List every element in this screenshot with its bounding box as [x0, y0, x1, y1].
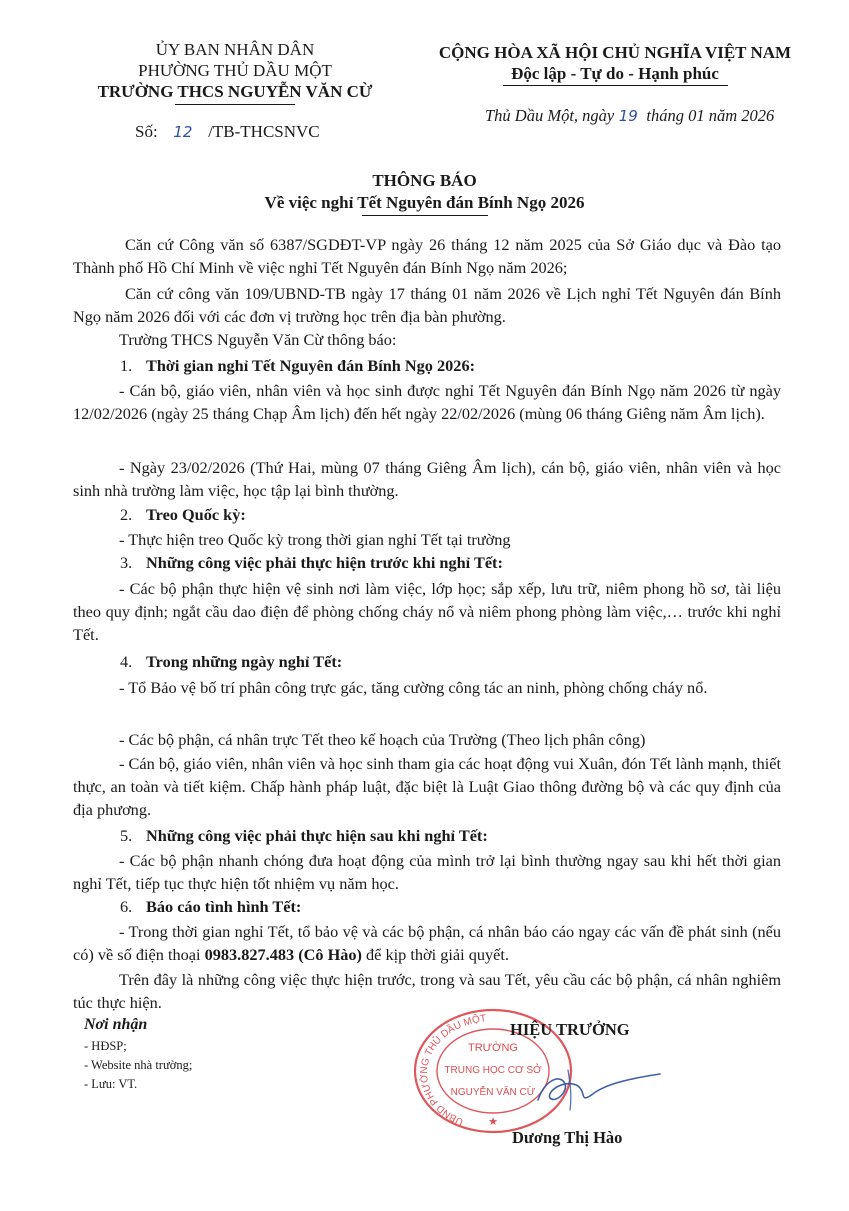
section-6-text-b: để kịp thời giải quyết. — [361, 945, 509, 964]
date-suffix: tháng 01 năm 2026 — [646, 106, 775, 125]
section-3-title: Những công việc phải thực hiện trước khi nghỉ Tết: — [146, 553, 503, 572]
section-4-heading — [120, 650, 342, 673]
document-title: THÔNG BÁO — [372, 171, 477, 190]
section-4-title: Trong những ngày nghỉ Tết: — [146, 652, 343, 671]
so-suffix: /TB-THCSNVC — [208, 122, 320, 141]
recipient-item: - Lưu: VT. — [84, 1077, 138, 1091]
contact-phone: 0983.827.483 (Cô Hào) — [204, 945, 362, 964]
section-6-heading — [120, 895, 301, 918]
document-number — [135, 121, 320, 143]
recipients-title: Nơi nhận — [84, 1016, 148, 1033]
section-3-paragraph-1: - Các bộ phận thực hiện vệ sinh nơi làm việc, lớp học; sắp xếp, lưu trữ, niêm phong hồ sơ, tài liệu theo quy định; ngắt cầu dao điện để phòng chống cháy nổ và niêm phong phòng làm việc,… trước khi nghỉ Tết. — [73, 579, 781, 644]
paragraph-basis-1: Căn cứ Công văn số 6387/SGDĐT-VP ngày 26 tháng 12 năm 2025 của Sở Giáo dục và Đào tạo Thành phố Hồ Chí Minh về việc nghỉ Tết Nguyên đán Bính Ngọ năm 2026; — [73, 235, 781, 277]
section-5-title: Những công việc phải thực hiện sau khi nghỉ Tết: — [146, 826, 488, 845]
section-6-text-a: - Trong thời gian nghỉ Tết, tổ bảo vệ và các bộ phận, cá nhân báo cáo ngay các vấn đề phát sinh (nếu có) về số điện thoại — [73, 922, 781, 964]
section-6-paragraph-1 — [73, 920, 781, 966]
section-5-heading — [120, 824, 488, 847]
stamp-line-1: TRƯỜNG — [468, 1042, 518, 1054]
section-6-number: 6. — [120, 897, 133, 916]
recipient-item: - Website nhà trường; — [84, 1058, 193, 1072]
section-1-number: 1. — [120, 356, 133, 375]
school-name: TRƯỜNG THCS NGUYỄN VĂN CỪ — [97, 82, 373, 101]
document-subtitle: Về việc nghỉ Tết Nguyên đán Bính Ngọ 2026 — [264, 193, 585, 212]
section-5-paragraph-1: - Các bộ phận nhanh chóng đưa hoạt động của mình trở lại bình thường ngay sau khi hết thời gian nghỉ Tết, tiếp tục thực hiện tốt nhiệm vụ năm học. — [73, 851, 781, 893]
stamp-line-3: NGUYỄN VĂN CỪ — [450, 1087, 536, 1098]
authority-line: ỦY BAN NHÂN DÂN — [155, 40, 315, 59]
motto-underline — [503, 85, 728, 86]
recipient-item: - HĐSP; — [84, 1039, 127, 1053]
date-prefix: Thủ Dầu Một, ngày — [485, 106, 615, 125]
section-2-heading — [120, 503, 246, 526]
section-6-title: Báo cáo tình hình Tết: — [146, 897, 302, 916]
stamp-line-2: TRUNG HỌC CƠ SỞ — [444, 1065, 542, 1076]
section-4-paragraph-3: - Cán bộ, giáo viên, nhân viên và học sinh tham gia các hoạt động vui Xuân, đón Tết lành mạnh, thiết thực, an toàn và tiết kiệm. Chấp hành pháp luật, đặc biệt là Luật Giao thông đường bộ và các quy định của địa phương. — [73, 754, 781, 819]
section-1-heading — [120, 354, 475, 377]
date-day: 19 — [618, 107, 638, 125]
so-number: 12 — [173, 123, 193, 141]
paragraph-announce: Trường THCS Nguyễn Văn Cừ thông báo: — [119, 330, 397, 349]
document-date — [485, 106, 774, 126]
section-5-number: 5. — [120, 826, 133, 845]
stamp-star-icon: ★ — [488, 1115, 498, 1128]
section-1-title: Thời gian nghỉ Tết Nguyên đán Bính Ngọ 2026: — [146, 356, 476, 375]
section-2-paragraph-1: - Thực hiện treo Quốc kỳ trong thời gian nghỉ Tết tại trường — [119, 530, 511, 549]
stamp-ring-textpath: UBND PHƯỜNG THỦ DẦU MỘT — [418, 1013, 487, 1128]
ward-line: PHƯỜNG THỦ DẦU MỘT — [138, 61, 332, 80]
section-1-paragraph-1: - Cán bộ, giáo viên, nhân viên và học sinh được nghỉ Tết Nguyên đán Bính Ngọ năm 2026 từ ngày 12/02/2026 (ngày 25 tháng Chạp Âm lịch) đến hết ngày 22/02/2026 (mùng 06 tháng Giêng năm Âm lịch). — [73, 381, 781, 423]
motto: Độc lập - Tự do - Hạnh phúc — [511, 64, 719, 83]
section-1-paragraph-2: - Ngày 23/02/2026 (Thứ Hai, mùng 07 tháng Giêng Âm lịch), cán bộ, giáo viên, nhân viên và học sinh nhà trường làm việc, học tập lại bình thường. — [73, 458, 781, 500]
section-2-number: 2. — [120, 505, 133, 524]
header-right — [410, 42, 820, 86]
section-3-number: 3. — [120, 553, 133, 572]
signer-role: HIỆU TRƯỞNG — [510, 1020, 630, 1039]
closing-paragraph: Trên đây là những công việc thực hiện trước, trong và sau Tết, yêu cầu các bộ phận, cá nhân nghiêm túc thực hiện. — [73, 970, 781, 1012]
section-4-paragraph-2: - Các bộ phận, cá nhân trực Tết theo kế hoạch của Trường (Theo lịch phân công) — [119, 730, 646, 749]
section-4-paragraph-1: - Tổ Bảo vệ bố trí phân công trực gác, tăng cường công tác an ninh, phòng chống cháy nổ. — [119, 678, 708, 697]
section-3-heading — [120, 551, 503, 574]
paragraph-basis-2: Căn cứ công văn 109/UBND-TB ngày 17 tháng 01 năm 2026 về Lịch nghỉ Tết Nguyên đán Bính Ngọ năm 2026 đối với các đơn vị trường học trên địa bàn phường. — [73, 284, 781, 326]
section-4-number: 4. — [120, 652, 133, 671]
recipients-block — [84, 1014, 192, 1094]
handwritten-signature — [520, 1052, 670, 1122]
signer-name: Dương Thị Hào — [512, 1128, 623, 1147]
title-block — [0, 170, 849, 216]
national-title: CỘNG HÒA XÃ HỘI CHỦ NGHĨA VIỆT NAM — [438, 43, 792, 62]
title-underline — [362, 215, 488, 216]
so-label: Số: — [135, 122, 158, 141]
section-2-title: Treo Quốc kỳ: — [146, 505, 246, 524]
header-left-divider — [175, 104, 295, 105]
header-left — [70, 39, 400, 105]
